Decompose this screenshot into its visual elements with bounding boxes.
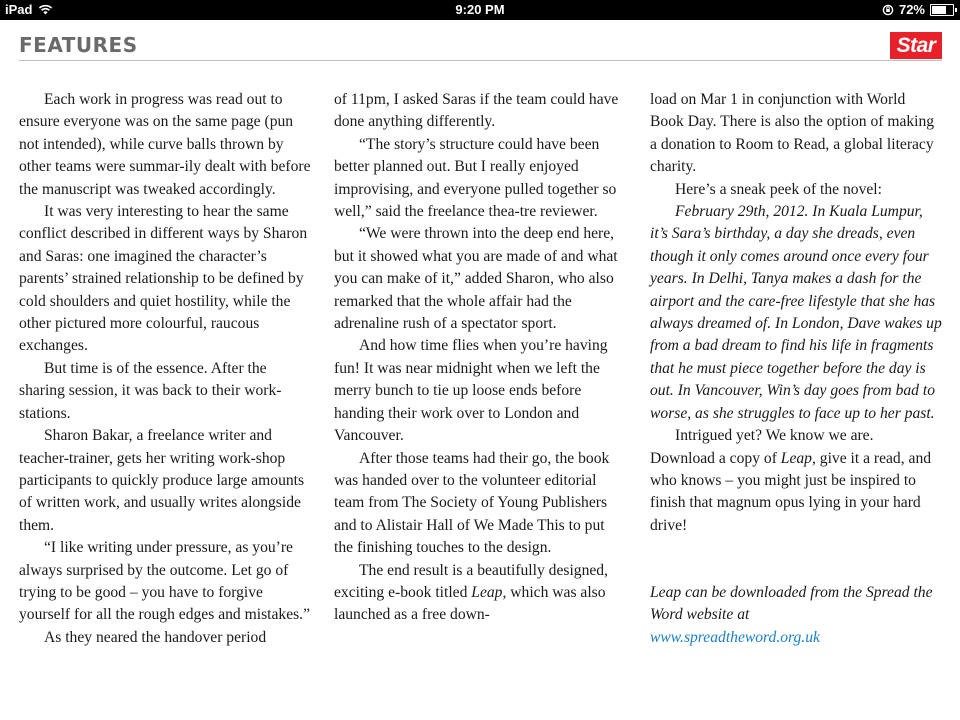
- clock: 9:20 PM: [455, 2, 505, 17]
- star-logo[interactable]: Star: [890, 32, 942, 59]
- paragraph: Here’s a sneak peek of the novel:: [675, 180, 882, 198]
- paragraph-text: , give it a read, and who knows – you might just be inspired to finish that magnum opus lying in your hard drive!: [650, 449, 932, 534]
- book-title: Leap: [780, 449, 812, 467]
- paragraph-text: , which was also launched as a free down-: [334, 583, 606, 624]
- book-title: Leap: [471, 583, 503, 601]
- paragraph: “The story’s structure could have been better planned out. But I really enjoyed improvising, and everyone pulled together so well,” said the freelance thea-tre reviewer.: [334, 135, 617, 221]
- paragraph: After those teams had their go, the book was handed over to the volunteer editorial team from The Society of Young Publishers and to Alistair Hall of We Made This to put the finishing touches to the design.: [334, 449, 610, 557]
- paragraph: But time is of the essence. After the sharing session, it was back to their work-stations.: [19, 359, 282, 422]
- battery-percent: 72%: [898, 2, 925, 17]
- paragraph: It was very interesting to hear the same conflict described in different ways by Sharon and Saras: one imagined the character’s parents’ strained relationship to be defined by cold shoulders and quiet hostility, while the other pictured more colourful, raucous exchanges.: [19, 203, 308, 355]
- continued-paragraph: load on Mar 1 in conjunction with World Book Day. There is also the option of making a donation to Room to Read, a global literacy charity.: [650, 91, 935, 176]
- continued-paragraph: of 11pm, I asked Saras if the team could have done anything differently.: [334, 91, 619, 131]
- article-column-2: [334, 89, 626, 627]
- paragraph-text: The end result is a beautifully designed, exciting e-book titled: [334, 561, 608, 601]
- article-column-3: [650, 89, 942, 649]
- paragraph: “We were thrown into the deep end here, but it showed what you are made of and what you can make of it,” added Sharon, who also remarked that the whole affair had the adrenaline rush of a spectator sport.: [334, 225, 618, 333]
- paragraph: As they neared the handover period: [44, 628, 267, 646]
- download-note: Leap can be downloaded from the Spread the Word website at: [650, 583, 933, 624]
- page-header: [19, 32, 942, 61]
- novel-excerpt: February 29th, 2012. In Kuala Lumpur, it’s Sara’s birthday, a day she dreads, even though it only comes around once every four years. In Delhi, Tanya makes a dash for the airport and the care-free lifestyle that she has always dreamed of. In London, Dave wakes up from a bad dream to find his life in fragments that he must piece together before the day is out. In Vancouver, Win’s day goes from bad to worse, as she struggles to face up to her past.: [650, 203, 942, 422]
- battery-icon: [930, 4, 954, 16]
- paragraph: And how time flies when you’re having fun! It was near midnight when we left the merry bunch to tie up loose ends before handing their work over to London and Vancouver.: [334, 337, 608, 445]
- section-title: FEATURES: [19, 33, 138, 57]
- paragraph: Each work in progress was read out to ensure everyone was on the same page (pun not intended), while curve balls thrown by other teams were summar-ily dealt with before the manuscript was tweaked accordingly.: [19, 91, 311, 198]
- paragraph-text: Intrigued yet? We know we are. Download a copy of: [650, 427, 874, 467]
- rotation-lock-icon: [882, 4, 894, 16]
- website-link[interactable]: www.spreadtheword.org.uk: [650, 628, 820, 646]
- spacer: [650, 537, 942, 559]
- paragraph: [650, 425, 942, 537]
- spacer: [650, 560, 942, 582]
- paragraph: Sharon Bakar, a freelance writer and teacher-trainer, gets her writing work-shop participants to quickly produce large amounts of written work, and usually writes alongside them.: [19, 427, 305, 534]
- paragraph: [334, 560, 626, 627]
- paragraph: “I like writing under pressure, as you’re always surprised by the outcome. Let go of trying to be good – you have to forgive yourself for all the rough edges and mistakes.”: [19, 539, 310, 624]
- article-column-1: [19, 89, 311, 649]
- device-name: iPad: [5, 2, 33, 17]
- status-bar: [0, 0, 960, 20]
